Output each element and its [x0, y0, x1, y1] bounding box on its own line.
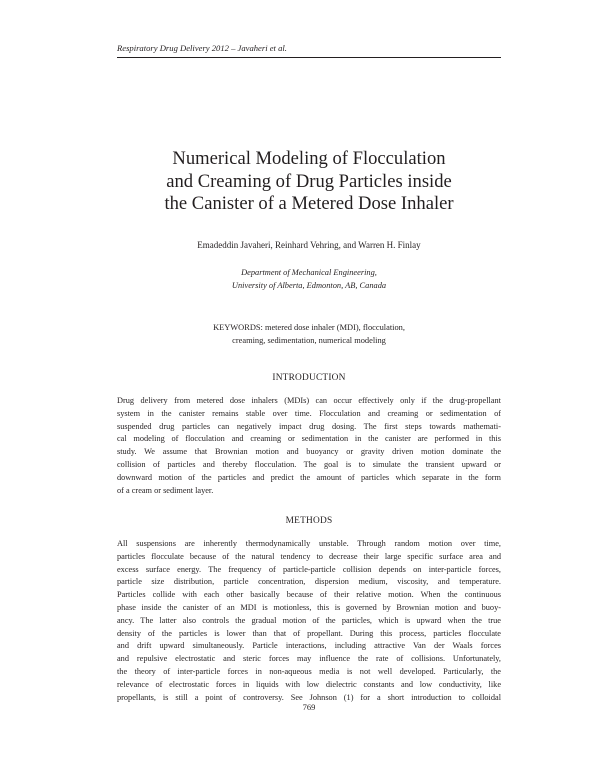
- affiliation: [117, 266, 501, 292]
- text-line: suspended drug particles can negatively impact drug dosing. The first steps towards mathemati-: [117, 421, 501, 431]
- keywords-line: creaming, sedimentation, numerical modeling: [232, 336, 386, 345]
- text-line: and repulsive electrostatic and steric forces may influence the rate of collisions. Unfortunately,: [117, 654, 501, 664]
- text-line: cal modeling of flocculation and creaming or sedimentation in the canister are performed in this: [117, 434, 501, 444]
- text-line: density of the particles is lower than that of propellant. During this process, particles flocculate: [117, 628, 501, 638]
- methods-paragraph: [117, 538, 501, 704]
- introduction-heading: INTRODUCTION: [272, 373, 346, 383]
- header-rule: [117, 57, 501, 58]
- author-list: Emadeddin Javaheri, Reinhard Vehring, and Warren H. Finlay: [197, 240, 421, 250]
- text-line: particle size distribution, particle concentration, dispersion medium, viscosity, and temperature.: [117, 577, 501, 587]
- text-line: relevance of electrostatic forces in liquids with low dielectric constants and low conductivity, like: [117, 679, 501, 689]
- title-line: the Canister of a Metered Dose Inhaler: [164, 193, 454, 215]
- title-line: and Creaming of Drug Particles inside: [166, 170, 452, 192]
- affiliation-line: Department of Mechanical Engineering,: [241, 268, 377, 277]
- text-line: particles flocculate because of the natural tendency to decrease their large specific surface area and: [117, 551, 501, 561]
- text-line: phase inside the canister of an MDI is motionless, this is governed by Brownian motion and buoy-: [117, 602, 501, 612]
- text-line: Drug delivery from metered dose inhalers (MDIs) can occur effectively only if the drug-propellant: [117, 396, 501, 405]
- text-line: propellants, is still a point of controversy. See Johnson (1) for a short introduction to colloidal: [117, 692, 501, 702]
- text-line: study. We assume that Brownian motion and buoyancy or gravity driven motion dominate the: [117, 447, 501, 457]
- text-line: the theory of inter-particle forces in non-aqueous media is not well developed. Particularly, the: [117, 666, 501, 676]
- text-line: excess surface energy. The frequency of particle-particle collision depends on inter-particle forces,: [117, 564, 501, 574]
- running-head: Respiratory Drug Delivery 2012 – Javaheri et al.: [117, 43, 287, 53]
- title-line: Numerical Modeling of Flocculation: [172, 148, 446, 169]
- text-line: collision of particles and thereby flocculation. The goal is to simulate the transient upward or: [117, 459, 501, 469]
- text-line: system in the canister remains stable over time. Flocculation and creaming or sedimentation of: [117, 408, 501, 418]
- keywords: [117, 321, 501, 347]
- introduction-paragraph: [117, 395, 501, 497]
- page-number: 769: [302, 702, 316, 712]
- text-line: and drift upward simultaneously. Particle interactions, including attractive Van der Waals forces: [117, 641, 501, 651]
- text-line: of a cream or sediment layer.: [117, 485, 214, 495]
- methods-heading: METHODS: [285, 516, 333, 526]
- text-line: All suspensions are inherently thermodynamically unstable. Through random motion over time,: [117, 539, 501, 548]
- keywords-line: KEYWORDS: metered dose inhaler (MDI), flocculation,: [213, 323, 405, 332]
- text-line: ancy. The latter also controls the gradual motion of the particles, which is upward when the true: [117, 615, 501, 625]
- text-line: downward motion of the particles and predict the amount of particles which separate in the form: [117, 472, 501, 482]
- text-line: Particles collide with each other basically because of their relative motion. When the continuous: [117, 590, 501, 600]
- affiliation-line: University of Alberta, Edmonton, AB, Canada: [231, 281, 387, 290]
- paper-title: [117, 148, 501, 216]
